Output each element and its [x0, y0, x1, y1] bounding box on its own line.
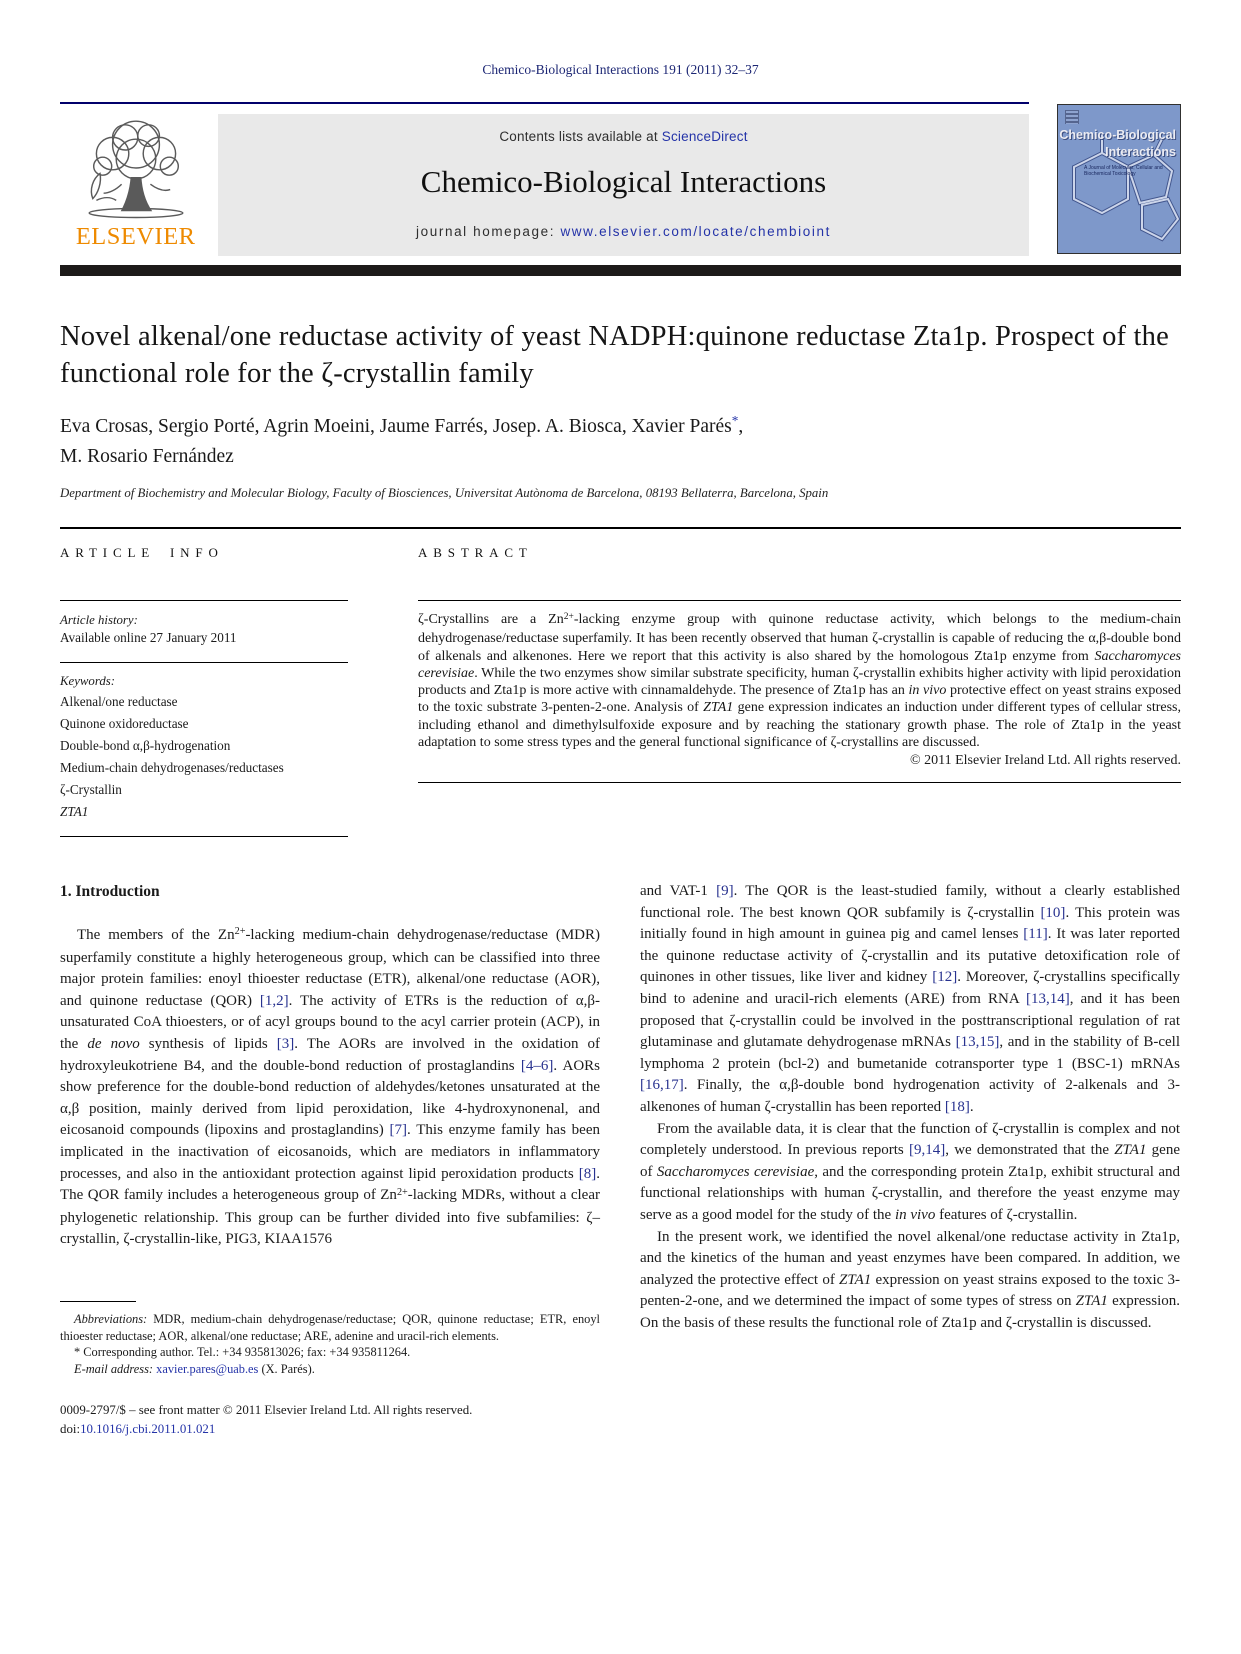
divider [418, 600, 1181, 601]
abbreviations-note [60, 1311, 600, 1344]
article-history-label: Article history: [60, 613, 138, 627]
citation-ref[interactable]: [1,2] [259, 992, 289, 1009]
footnotes-block [60, 1301, 600, 1439]
text-segment: , [738, 416, 744, 437]
article-body [60, 881, 1181, 1439]
citation-ref[interactable]: [16,17] [640, 1077, 684, 1094]
elsevier-tree-icon [73, 114, 199, 222]
citation-ref[interactable]: [11] [1023, 926, 1048, 943]
citation-ref[interactable]: [13,15] [955, 1034, 1000, 1051]
article-title: Novel alkenal/one reductase activity of yeast NADPH:quinone reductase Zta1p. Prospect of the functional role for the ζ-crystallin family [60, 321, 1169, 389]
text-segment: The members of the Zn [77, 927, 235, 943]
sciencedirect-link[interactable]: ScienceDirect [661, 129, 748, 144]
text-segment: Quinone oxidoreductase [60, 716, 189, 731]
divider [418, 782, 1181, 783]
journal-homepage-link[interactable]: www.elsevier.com/locate/chembioint [560, 224, 831, 239]
text-segment: ZTA1 [1075, 1293, 1108, 1310]
text-segment: protective effect on yeast strains exposed to the toxic substrate 3-penten-2-one. Analysis of [418, 683, 1181, 716]
text-segment: Abbreviations: [74, 1311, 148, 1326]
text-segment: Saccharomyces cerevisiae [656, 1163, 815, 1180]
journal-banner [218, 114, 1029, 256]
text-segment: 2+ [396, 1186, 408, 1198]
cover-subtitle: A Journal of Molecular, Cellular and Biochemical Toxicology [1084, 165, 1163, 177]
text-segment: and VAT-1 [640, 883, 717, 899]
affiliation: Department of Biochemistry and Molecular Biology, Faculty of Biosciences, Universitat Autònoma de Barcelona, 08193 Bellaterra, Barcelona, Spain [60, 486, 829, 500]
text-segment: . While the two enzymes show similar substrate specificity, human ζ-crystallin exhibits higher activity with lipid peroxidation products and Zta1p is more active with cinnamaldehyde. The presence of Zta1p has an [418, 665, 1181, 699]
text-segment: ZTA1 [1114, 1142, 1147, 1159]
text-segment: , we demonstrated that the [945, 1142, 1115, 1159]
homepage-line [228, 224, 1019, 239]
contents-prefix: Contents lists available at [499, 129, 662, 144]
journal-header [60, 102, 1181, 256]
text-segment: ζ-Crystallin [60, 782, 122, 797]
contents-line [228, 129, 1019, 144]
text-segment: -lacking medium-chain dehydrogenase/reductase (MDR) superfamily constitute a highly heterogeneous group, which can be classified into three major protein families: enoyl thioester reductase (ETR), alkenal/one reductase (AOR), and quinone reductase (QOR) [60, 927, 600, 1009]
text-segment: . The QOR family includes a heterogeneous group of Zn [60, 1165, 600, 1204]
text-segment: Double-bond α,β-hydrogenation [60, 738, 231, 753]
text-segment: synthesis of lipids [139, 1035, 277, 1052]
cover-title-line2: Interactions [1105, 145, 1176, 159]
article-history-value: Available online 27 January 2011 [60, 630, 237, 645]
elsevier-logo[interactable] [60, 114, 212, 256]
text-segment: . This protein was initially found in high amount in guinea pig and camel lenses [640, 904, 1181, 943]
text-segment: doi: [60, 1422, 81, 1437]
citation-ref[interactable]: [9,14] [908, 1142, 946, 1159]
authors-line-1 [60, 412, 1181, 442]
keywords-list [60, 691, 348, 823]
intro-paragraph-3 [640, 1227, 1180, 1335]
citation-ref[interactable]: [3] [276, 1035, 295, 1052]
text-segment: , and it has been proposed that ζ-crystallin could be involved in the posttranscriptional regulation of rat glutaminase and glutamate dehydrogenase mRNAs [640, 990, 1180, 1051]
header-main [60, 102, 1029, 256]
header-divider-bar [60, 265, 1181, 276]
text-segment: . It was later reported the quinone reductase activity of ζ-crystallin and its putative detoxification role of quinones in other tissues, like liver and kidney [640, 926, 1180, 986]
text-segment: ZTA1 [60, 804, 89, 819]
abstract-copyright: © 2011 Elsevier Ireland Ltd. All rights reserved. [910, 753, 1181, 769]
divider [60, 600, 348, 601]
front-matter-block [60, 1401, 600, 1439]
keyword-item [60, 735, 348, 757]
text-segment: , and the corresponding protein Zta1p, exhibit structural and functional relationships with human ζ-crystallin, and therefore the yeast enzyme may serve as a good model for the study of the [640, 1163, 1180, 1223]
keyword-item [60, 757, 348, 779]
section-heading-introduction: 1. Introduction [60, 883, 160, 900]
citation-ref[interactable]: [10] [1040, 904, 1066, 921]
keyword-item [60, 779, 348, 801]
text-segment: . [969, 1098, 974, 1115]
text-segment: Eva Crosas, Sergio Porté, Agrin Moeini, Jaume Farrés, Josep. A. Biosca, Xavier Parés [60, 416, 732, 437]
text-segment: 2+ [234, 926, 246, 938]
text-segment: In the present work, we identified the novel alkenal/one reductase activity in Zta1p, and the kinetics of the human and yeast enzymes have been compared. In addition, we analyzed the protective effect of [640, 1228, 1180, 1288]
article-info-heading: ARTICLE INFO [60, 545, 224, 560]
keywords-label: Keywords: [60, 674, 115, 688]
text-segment: . The AORs are involved in the oxidation of hydroxyleukotriene B4, and the double-bond reduction of prostaglandins [60, 1035, 601, 1074]
text-segment: ZTA1 [839, 1271, 872, 1288]
authors-block [60, 412, 1181, 471]
text-segment: . AORs show preference for the double-bond reduction of aldehydes/ketones unsaturated at the α,β position, mainly derived from lipid peroxidation, like 4-hydroxynonenal, and eicosanoid compounds (lipoxins and prostaglandins) [60, 1057, 601, 1139]
text-segment: gene of [640, 1142, 1180, 1180]
text-segment: MDR, medium-chain dehydrogenase/reductase; QOR, quinone reductase; ETR, enoyl thioester reductase; AOR, alkenal/one reductase; ARE, adenine and uracil-rich elements. [60, 1311, 600, 1343]
text-segment: expression. On the basis of these results the functional role of Zta1p and ζ-crystallin is discussed. [640, 1293, 1180, 1331]
text-segment: E-mail address: [74, 1361, 157, 1376]
keyword-item [60, 801, 348, 823]
corresponding-author-note: * Corresponding author. Tel.: +34 935813026; fax: +34 935811264. [74, 1345, 411, 1360]
citation-ref[interactable]: [7] [389, 1122, 408, 1139]
journal-title: Chemico-Biological Interactions [420, 164, 827, 199]
citation-ref[interactable]: [8] [578, 1165, 597, 1182]
homepage-prefix: journal homepage: [416, 224, 561, 239]
intro-paragraph-2 [640, 1119, 1180, 1227]
text-segment: ZTA1 [703, 700, 734, 716]
citation-ref[interactable]: [13,14] [1025, 990, 1070, 1007]
citation-ref[interactable]: [4–6] [520, 1057, 554, 1074]
citation-ref[interactable]: [9] [716, 883, 734, 899]
inline-link[interactable]: 10.1016/j.cbi.2011.01.021 [80, 1422, 216, 1437]
text-segment: -lacking enzyme group with quinone reductase activity, which belongs to the medium-chain dehydrogenase/reductase superfamily. It has been recently observed that human ζ-crystallin is capable of reducing the α,β-double bond of alkenals and alkenones. Here we report that this activity is also shared by the homologous Zta1p enzyme from [418, 612, 1182, 664]
divider [60, 836, 348, 837]
text-segment: ζ-Crystallins are a Zn [418, 612, 564, 627]
text-segment: . Finally, the α,β-double bond hydrogenation activity of 2-alkenals and 3-alkenones of human ζ-crystallin has been reported [640, 1077, 1180, 1115]
journal-cover-thumbnail[interactable] [1057, 104, 1181, 254]
text-segment: -lacking MDRs, without a clear phylogenetic relationship. This group can be further divided into five subfamilies: ζ–crystallin, ζ-crystallin-like, PIG3, KIAA1576 [60, 1187, 600, 1248]
doi-line [60, 1420, 600, 1439]
text-segment: , and in the stability of B-cell lymphoma 2 protein (bcl-2) and bumetanide cotransporter type 1 (BSC-1) mRNAs [640, 1034, 1180, 1072]
intro-paragraph-1 [60, 925, 600, 1251]
running-head-citation: Chemico-Biological Interactions 191 (2011) 32–37 [482, 62, 759, 77]
elsevier-wordmark: ELSEVIER [76, 224, 196, 250]
text-segment: Saccharomyces cerevisiae [418, 648, 1181, 681]
keyword-item [60, 713, 348, 735]
cover-publisher-mark-icon [1065, 110, 1079, 124]
cover-title [1058, 127, 1176, 161]
abstract-heading: ABSTRACT [418, 545, 533, 560]
text-segment: gene expression indicates an induction under different types of cellular stress, including ethanol and dimethylsulfoxide exposure and by reaching the stationary growth phase. The role of Zta1p in the yeast adaptation to some stress types and the general functional significance of ζ-crystallins are discussed. [418, 700, 1181, 751]
text-segment: 2+ [563, 611, 574, 622]
text-segment: Medium-chain dehydrogenases/reductases [60, 760, 284, 775]
info-abstract-section [60, 527, 1181, 837]
text-segment: Alkenal/one reductase [60, 694, 178, 709]
text-segment: . The activity of ETRs is the reduction of α,β-unsaturated CoA thioesters, or of acyl groups bound to the acyl carrier protein (ACP), in the [60, 992, 601, 1052]
abstract-text [418, 611, 1181, 751]
keyword-item [60, 691, 348, 713]
text-segment: From the available data, it is clear that the function of ζ-crystallin is complex and not completely understood. In previous reports [640, 1120, 1180, 1159]
text-segment: . The QOR is the least-studied family, without a clearly established functional role. The best known QOR subfamily is ζ-crystallin [640, 883, 1180, 921]
footnote-rule [60, 1301, 136, 1302]
abstract-column [418, 545, 1181, 837]
text-segment: (X. Parés). [258, 1361, 315, 1376]
text-segment: features of ζ-crystallin. [935, 1206, 1078, 1223]
inline-link[interactable]: xavier.pares@uab.es [156, 1361, 259, 1376]
text-segment: in vivo [894, 1206, 936, 1223]
text-segment: expression on yeast strains exposed to the toxic 3-penten-2-one, and we determined the impact of some types of stress on [640, 1271, 1180, 1310]
email-note [60, 1361, 600, 1378]
body-column-2 [640, 881, 1180, 1439]
citation-ref[interactable]: [12] [932, 969, 958, 986]
text-segment: . This enzyme family has been implicated in the inactivation of eicosanoids, which are mediators in inflammatory processes, and also in the antioxidant protection against lipid peroxidation products [60, 1122, 600, 1182]
citation-ref[interactable]: [18] [944, 1098, 970, 1115]
intro-paragraph-1-continued [640, 881, 1180, 1119]
authors-line-2: M. Rosario Fernández [60, 446, 234, 467]
issn-line: 0009-2797/$ – see front matter © 2011 Elsevier Ireland Ltd. All rights reserved. [60, 1403, 473, 1418]
article-info-column [60, 545, 348, 837]
text-segment: . Moreover, ζ-crystallins specifically bind to adenine and uracil-rich elements (ARE) from RNA [640, 969, 1180, 1007]
text-segment: de novo [87, 1035, 140, 1052]
body-column-1 [60, 881, 600, 1439]
divider [60, 662, 348, 663]
text-segment: in vivo [908, 683, 947, 699]
corresponding-author-marker[interactable]: * [731, 413, 739, 429]
cover-title-line1: Chemico-Biological [1059, 128, 1176, 142]
